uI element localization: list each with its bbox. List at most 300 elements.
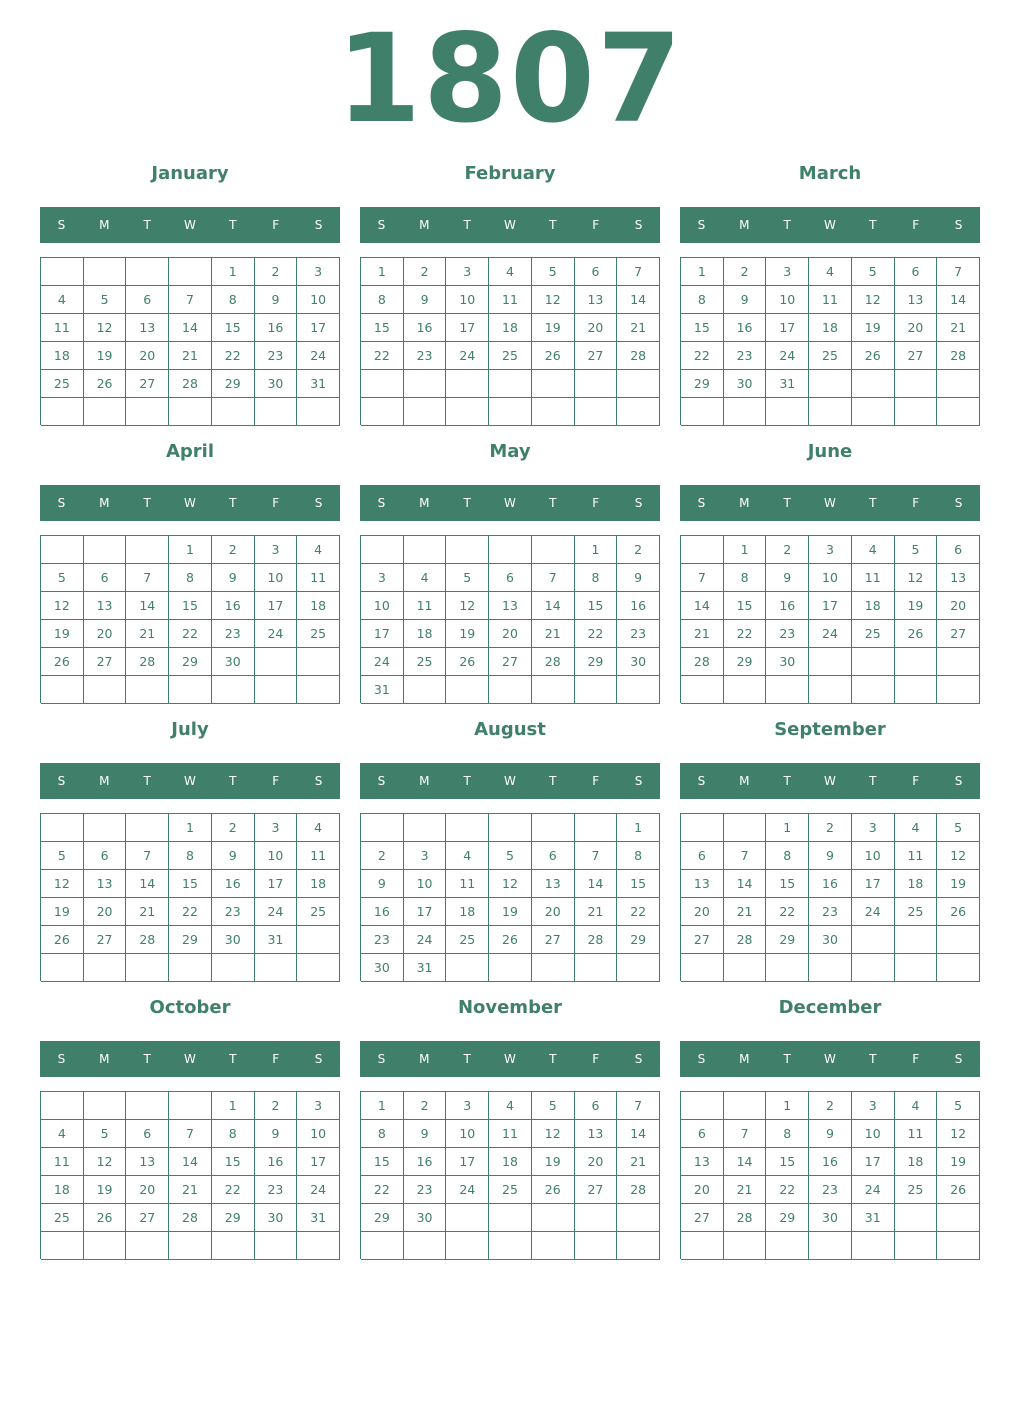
day-cell: 15 [212,1148,255,1176]
day-cell: 3 [255,814,298,842]
day-cell: 15 [724,592,767,620]
day-cell [937,1232,980,1260]
day-cell [255,954,298,982]
weekday-header: S [57,218,66,232]
day-cell: 26 [532,1176,575,1204]
day-cell [809,1232,852,1260]
day-cell: 31 [361,676,404,704]
year-title: 1807 [336,8,684,150]
day-cell [297,648,340,676]
day-cell: 20 [681,1176,724,1204]
day-cell [766,398,809,426]
day-cell: 15 [169,592,212,620]
day-cell: 2 [809,814,852,842]
day-cell: 20 [895,314,938,342]
day-cell: 8 [212,286,255,314]
day-cell [84,676,127,704]
month-name: March [798,163,862,184]
day-cell [41,1232,84,1260]
day-cell [404,676,447,704]
day-cell: 1 [766,1092,809,1120]
day-cell: 26 [852,342,895,370]
weekday-header: T [229,1052,237,1066]
day-cell: 10 [809,564,852,592]
day-cell: 19 [489,898,532,926]
day-cell [532,814,575,842]
day-cell: 7 [169,1120,212,1148]
day-cell [446,398,489,426]
day-cell: 22 [575,620,618,648]
day-cell: 21 [575,898,618,926]
month-november [360,990,660,1268]
day-cell: 3 [297,1092,340,1120]
day-cell [404,1232,447,1260]
weekday-header: T [229,774,237,788]
day-cell: 6 [126,286,169,314]
day-cell: 9 [766,564,809,592]
weekday-header: M [419,218,430,232]
day-cell [575,1204,618,1232]
day-cell: 22 [681,342,724,370]
day-cell [446,814,489,842]
day-cell: 14 [169,314,212,342]
weekday-header: S [57,1052,66,1066]
day-cell [895,370,938,398]
day-cell: 9 [404,1120,447,1148]
day-cell: 11 [446,870,489,898]
weekday-header: W [184,218,196,232]
weekday-header: T [783,496,791,510]
weekday-header: T [783,1052,791,1066]
day-cell: 17 [255,592,298,620]
day-cell: 25 [297,620,340,648]
day-cell: 6 [532,842,575,870]
day-cell: 5 [532,1092,575,1120]
day-cell: 8 [617,842,660,870]
weekday-header: S [697,774,706,788]
weekday-header: S [697,1052,706,1066]
day-cell: 21 [724,1176,767,1204]
day-cell: 7 [126,564,169,592]
weekday-header: M [739,774,750,788]
weekday-header: W [504,1052,516,1066]
day-cell: 30 [361,954,404,982]
weekday-header: F [272,218,280,232]
day-cell [575,370,618,398]
day-cell: 5 [41,564,84,592]
day-cell [404,398,447,426]
day-cell: 2 [255,1092,298,1120]
day-cell: 10 [446,1120,489,1148]
day-cell [766,954,809,982]
day-cell: 17 [297,1148,340,1176]
day-cell [361,370,404,398]
day-cell: 9 [212,842,255,870]
day-cell: 11 [895,1120,938,1148]
day-cell [489,398,532,426]
day-cell: 4 [41,286,84,314]
day-cell: 16 [404,1148,447,1176]
day-cell [937,676,980,704]
weekday-header: W [824,1052,836,1066]
day-cell: 23 [255,1176,298,1204]
day-cell [937,1204,980,1232]
weekday-header: W [824,496,836,510]
day-cell: 3 [297,258,340,286]
day-cell: 27 [895,342,938,370]
day-cell [681,954,724,982]
day-cell [84,1092,127,1120]
day-cell: 3 [852,814,895,842]
day-cell [126,1232,169,1260]
day-cell [255,676,298,704]
day-cell: 10 [297,286,340,314]
day-cell [895,398,938,426]
day-cell: 13 [681,870,724,898]
weekday-header: W [504,496,516,510]
day-cell: 20 [937,592,980,620]
day-cell: 21 [126,898,169,926]
day-cell: 16 [361,898,404,926]
day-cell: 23 [809,898,852,926]
month-october [40,990,340,1268]
weekday-header: M [739,496,750,510]
day-cell: 14 [575,870,618,898]
weekday-header-bar [680,1041,980,1077]
day-cell: 24 [255,620,298,648]
day-cell: 23 [617,620,660,648]
day-cell: 23 [212,898,255,926]
day-cell: 30 [617,648,660,676]
weekday-header-bar [680,207,980,243]
day-cell: 6 [681,842,724,870]
day-cell: 7 [617,1092,660,1120]
day-cell: 27 [84,926,127,954]
day-cell: 24 [446,342,489,370]
weekday-header: T [143,774,151,788]
day-cell [575,1232,618,1260]
day-cell: 18 [895,1148,938,1176]
weekday-header: T [229,218,237,232]
month-december [680,990,980,1268]
day-cell [575,398,618,426]
day-cell: 15 [361,314,404,342]
day-cell [532,1204,575,1232]
day-cell: 1 [212,1092,255,1120]
day-cell: 12 [84,1148,127,1176]
day-cell: 24 [809,620,852,648]
day-cell [681,398,724,426]
weekday-header: W [824,774,836,788]
day-cell: 26 [41,926,84,954]
weekday-header: F [912,496,920,510]
day-cell: 19 [895,592,938,620]
day-cell: 6 [489,564,532,592]
day-cell: 28 [617,342,660,370]
day-cell: 14 [126,870,169,898]
day-cell: 22 [361,342,404,370]
day-cell [575,954,618,982]
day-cell: 25 [41,1204,84,1232]
day-cell: 9 [724,286,767,314]
day-cell: 20 [489,620,532,648]
day-cell [617,1204,660,1232]
day-cell: 27 [681,926,724,954]
day-cell [489,1204,532,1232]
day-cell [617,1232,660,1260]
day-cell [681,1092,724,1120]
day-cell: 18 [41,1176,84,1204]
day-cell: 20 [126,342,169,370]
day-cell [532,1232,575,1260]
weekday-header: F [272,1052,280,1066]
day-grid [680,813,980,981]
day-cell: 16 [809,1148,852,1176]
month-name: May [489,441,531,462]
months-grid [40,156,980,1268]
day-cell: 29 [212,1204,255,1232]
day-cell: 2 [212,536,255,564]
day-cell: 25 [41,370,84,398]
weekday-header: F [592,774,600,788]
day-cell: 16 [404,314,447,342]
day-cell [809,954,852,982]
day-cell: 17 [255,870,298,898]
day-cell: 29 [617,926,660,954]
day-cell: 5 [489,842,532,870]
day-cell: 25 [404,648,447,676]
day-grid [360,1091,660,1259]
day-cell: 17 [361,620,404,648]
day-cell: 30 [809,1204,852,1232]
day-cell: 24 [361,648,404,676]
day-cell [852,954,895,982]
day-cell: 8 [169,564,212,592]
day-cell: 6 [84,842,127,870]
day-cell: 8 [212,1120,255,1148]
day-cell: 11 [895,842,938,870]
day-cell: 27 [126,370,169,398]
weekday-header: F [592,1052,600,1066]
day-cell [937,954,980,982]
day-cell [895,926,938,954]
day-cell: 11 [297,842,340,870]
day-cell: 24 [446,1176,489,1204]
day-cell [446,370,489,398]
day-cell: 9 [404,286,447,314]
day-cell: 2 [724,258,767,286]
day-cell: 22 [617,898,660,926]
day-cell: 17 [297,314,340,342]
day-cell: 1 [169,814,212,842]
weekday-header: M [419,1052,430,1066]
weekday-header: T [869,1052,877,1066]
day-cell: 19 [446,620,489,648]
day-cell: 6 [895,258,938,286]
day-cell [126,258,169,286]
day-cell: 16 [212,870,255,898]
day-cell: 11 [809,286,852,314]
weekday-header: T [869,496,877,510]
day-cell: 10 [361,592,404,620]
day-cell: 10 [852,842,895,870]
day-cell [126,814,169,842]
day-cell: 14 [126,592,169,620]
day-cell [724,814,767,842]
day-cell: 12 [41,870,84,898]
day-cell: 30 [724,370,767,398]
day-cell: 25 [489,1176,532,1204]
day-cell: 9 [361,870,404,898]
day-cell: 13 [681,1148,724,1176]
day-cell [212,676,255,704]
day-grid [680,257,980,425]
day-cell: 23 [212,620,255,648]
day-cell: 14 [617,1120,660,1148]
day-cell: 9 [255,286,298,314]
day-cell: 23 [404,342,447,370]
day-cell [489,814,532,842]
day-cell: 29 [724,648,767,676]
day-cell [361,814,404,842]
day-cell: 5 [937,1092,980,1120]
day-cell: 31 [766,370,809,398]
day-cell: 18 [297,592,340,620]
day-cell: 16 [255,1148,298,1176]
day-cell [169,1232,212,1260]
weekday-header: S [634,1052,643,1066]
day-cell: 22 [766,898,809,926]
day-cell: 11 [404,592,447,620]
day-cell: 19 [84,1176,127,1204]
day-cell: 28 [532,648,575,676]
day-cell [446,954,489,982]
weekday-header: W [184,496,196,510]
day-cell [895,954,938,982]
day-cell: 24 [297,1176,340,1204]
day-cell: 11 [852,564,895,592]
weekday-header-bar [40,207,340,243]
day-cell: 21 [126,620,169,648]
weekday-header-bar [360,207,660,243]
day-cell [169,676,212,704]
day-cell [126,398,169,426]
day-cell: 15 [766,1148,809,1176]
day-cell: 12 [532,1120,575,1148]
weekday-header-bar [40,763,340,799]
day-cell [617,954,660,982]
day-cell: 1 [617,814,660,842]
day-cell: 25 [446,926,489,954]
day-cell: 31 [404,954,447,982]
weekday-header-bar [360,763,660,799]
day-cell [255,1232,298,1260]
weekday-header: S [314,1052,323,1066]
weekday-header: T [549,496,557,510]
weekday-header: M [99,496,110,510]
day-cell [212,398,255,426]
day-cell [724,954,767,982]
day-cell: 20 [126,1176,169,1204]
day-cell: 9 [617,564,660,592]
day-cell: 15 [361,1148,404,1176]
weekday-header: S [954,774,963,788]
day-cell: 3 [809,536,852,564]
day-cell: 26 [41,648,84,676]
day-cell: 1 [212,258,255,286]
day-cell: 4 [852,536,895,564]
day-cell [84,1232,127,1260]
day-cell: 2 [361,842,404,870]
day-cell: 5 [895,536,938,564]
day-cell [41,398,84,426]
day-cell: 31 [297,370,340,398]
day-cell [724,398,767,426]
weekday-header: S [634,774,643,788]
day-cell: 19 [937,1148,980,1176]
month-august [360,712,660,990]
day-cell [169,954,212,982]
day-cell [852,370,895,398]
day-cell: 4 [895,814,938,842]
month-name: April [165,441,215,462]
day-cell: 23 [724,342,767,370]
day-cell: 1 [361,258,404,286]
month-january [40,156,340,434]
day-cell: 30 [212,926,255,954]
weekday-header: W [184,774,196,788]
day-cell: 13 [126,1148,169,1176]
day-cell: 27 [489,648,532,676]
weekday-header-bar [40,485,340,521]
day-cell: 18 [895,870,938,898]
weekday-header: S [634,218,643,232]
day-cell: 14 [724,1148,767,1176]
day-cell: 24 [766,342,809,370]
day-cell [937,926,980,954]
day-cell: 14 [681,592,724,620]
day-cell: 25 [297,898,340,926]
day-cell: 2 [809,1092,852,1120]
weekday-header: S [57,496,66,510]
day-cell [681,536,724,564]
day-cell: 28 [126,648,169,676]
day-cell: 24 [852,898,895,926]
day-cell [297,676,340,704]
day-grid [40,1091,340,1259]
day-cell: 1 [681,258,724,286]
day-cell: 16 [724,314,767,342]
day-grid [360,535,660,703]
day-cell: 4 [297,536,340,564]
day-cell [446,536,489,564]
weekday-header: W [504,774,516,788]
day-cell: 7 [937,258,980,286]
month-name: February [464,163,556,184]
day-cell [41,258,84,286]
day-cell: 19 [852,314,895,342]
day-cell: 5 [84,1120,127,1148]
day-cell [297,398,340,426]
day-cell: 28 [724,1204,767,1232]
day-cell [617,676,660,704]
day-cell: 19 [41,898,84,926]
day-cell [852,398,895,426]
day-cell: 4 [41,1120,84,1148]
day-cell: 17 [766,314,809,342]
day-cell: 7 [681,564,724,592]
weekday-header: T [783,218,791,232]
